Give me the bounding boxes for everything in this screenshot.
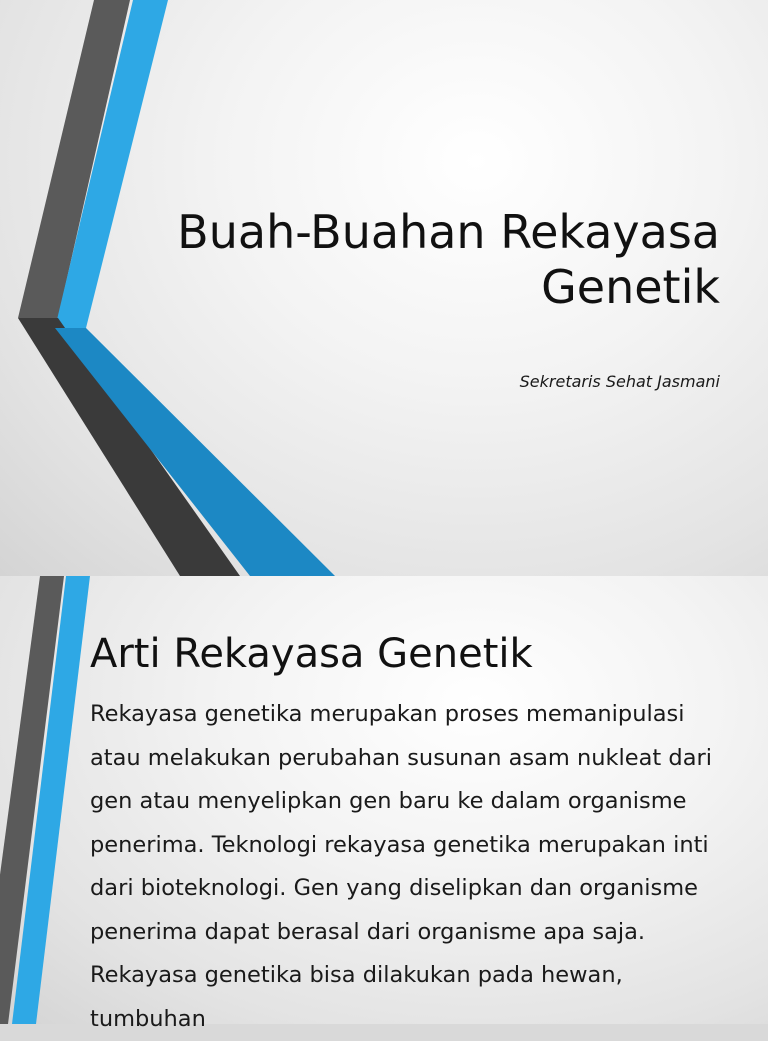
- slide-subtitle: Sekretaris Sehat Jasmani: [519, 372, 720, 391]
- content-title: Arti Rekayasa Genetik: [90, 631, 533, 677]
- slide-title: Buah-Buahan Rekayasa Genetik: [177, 205, 720, 314]
- content-body: Rekayasa genetika merupakan proses memanipulasi atau melakukan perubahan susunan asam nukleat dari gen atau menyelipkan gen baru ke dalam organisme penerima. Teknologi rekayasa genetika merupakan inti dari bioteknologi. Gen yang diselipkan dan organisme penerima dapat berasal dari organisme apa saja. Rekayasa genetika bisa dilakukan pada hewan, tumbuhan: [90, 701, 712, 1032]
